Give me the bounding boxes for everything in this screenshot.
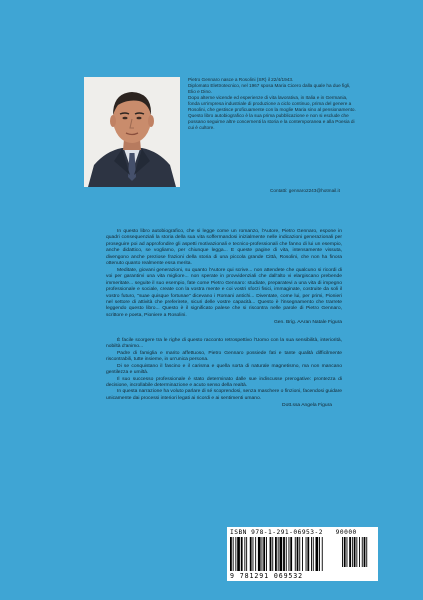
barcode-bar	[319, 537, 320, 571]
blurb-signature: Gen. Brig. AAran Natale Figura	[273, 320, 342, 326]
barcode-bar	[316, 537, 319, 571]
barcode-bar	[272, 537, 273, 571]
barcode-bar	[246, 537, 247, 571]
barcode-addon-bar	[349, 537, 351, 567]
author-photo	[84, 77, 180, 187]
barcode-bar	[235, 537, 236, 571]
barcode-bar	[295, 537, 296, 571]
blurb-paragraph: È facile scorgere tra le righe di questo racconto retrospettivo l'Uomo con la sua sensibilità, interiorità, nobiltà d'animo...	[106, 337, 342, 350]
barcode-addon-bar	[352, 537, 353, 567]
blurb-paragraph: In questo libro autobiografico, che si legge come un romanzo, l'Autore, Pietro Gennaro, espone in quadri consequenziali la storia della sua vita soffermandosi inizialmente nelle indicazioni generazionali per proseguire poi ad approfondire gli aspetti motivazionali e tecnico-professionali che fanno di lui un esempio, anche didattico, se vogliamo, per chiunque legga... E queste pagine di vita, intensamente vissuta, divengono anche preziose frazioni della storia di una piccola grande Città, Rosolini, che non ha finora ottenuto quanto realmente essa merita.	[106, 229, 342, 267]
barcode-addon-bar	[342, 537, 343, 567]
price-code: 90000	[335, 529, 357, 536]
bio-paragraph: Dopo alterne vicende ed esperienze di vita lavorativa, in Italia e in Germania, fonda un'impresa industriale di produzione a ciclo continuo, prima del genere a Rosolini, che gestisce proficuamente con la moglie Maria sino al pensionamento.	[188, 95, 356, 113]
barcode-digits: 9 781291 069532	[230, 572, 304, 580]
barcode-bar	[286, 537, 287, 571]
barcode-bar	[289, 537, 290, 571]
barcode-bar	[233, 537, 234, 571]
barcode-bar	[258, 537, 261, 571]
blurb-text	[106, 229, 342, 410]
barcode-bar	[241, 537, 243, 571]
barcode-bar	[307, 537, 309, 571]
barcode-bar	[322, 537, 323, 571]
barcode-bar	[306, 537, 307, 571]
author-contact: Contatti: gennaro2243@hotmail.it	[270, 188, 340, 193]
barcode-bar	[266, 537, 267, 571]
barcode-addon-bar	[344, 537, 346, 567]
author-bio	[188, 77, 356, 131]
barcode-bar	[230, 537, 232, 571]
barcode-bar	[299, 537, 300, 571]
barcode-bar	[280, 537, 283, 571]
barcode-bar	[290, 537, 292, 571]
barcode-bar	[311, 537, 312, 571]
barcode-addon-bar	[354, 537, 356, 567]
barcode-bar	[237, 537, 240, 571]
blurb-paragraph: Il suo successo professionale è stato determinato dalle sue indiscusse prerogative: prontezza di decisione, incrollabile determinazione e acuto senso della realtà.	[106, 376, 342, 388]
barcode-bar	[253, 537, 254, 571]
barcode-addon-bar	[362, 537, 363, 567]
barcode-bar	[302, 537, 303, 571]
barcode-bar	[313, 537, 314, 571]
barcode-bar	[255, 537, 256, 571]
blurb-paragraph: Padre di famiglia e marito affettuoso, Pietro Gennaro possiede fati e tante qualità difficilmente riscontrabili, tutte insieme, in un'unica persona.	[106, 350, 342, 363]
blurb-paragraph: Di se conquistano il fascino e il carisma e quella sorta di naturale magnetismo, ma non mancano gentilezza e umiltà.	[106, 363, 342, 376]
barcode-bar	[262, 537, 263, 571]
bio-paragraph: Pietro Gennaro nasce a Rosolini (SR) il 22/4/1943.	[188, 77, 294, 82]
barcode-bar	[283, 537, 285, 571]
isbn-number: ISBN 978-1-291-06953-2	[230, 529, 323, 536]
blurb-paragraph: In questa narrazione ha voluto parlare di sé scoprendosi, senza maschere o finzioni, facendosi guidare unicamente dai processi interiori legati ai ricordi e ai sentimenti umano.	[106, 389, 342, 401]
barcode-bar	[278, 537, 279, 571]
barcode-bar	[270, 537, 272, 571]
barcode-addon-bar	[366, 537, 367, 567]
blurb-paragraph: Meditate, giovani generazioni, su quanto l'Autore qui scrive... non attendete che qualcuno si ricordi di voi per garantirvi una vita migliore... non sperate in provvidenziali che dall'alto vi elargiscano prebende immeritate... seguite il suo esempio, fate come Pietro Gennaro: studiate, preparatevi a una vita di impegno professionale e sociale, create con la vostra mente e coi vostri sforzi fisici, immaginate, costruite da soli il vostro futuro, "suae quisque fortunae" dicevano i Romani antichi... Diventate, come lui, per primi, Pionieri nel settore di attività che preferirete, sicuri delle vostre capacità... Questo è l'insegnamento che trarrete leggendo questo libro... Questo è il significato palese che si riscontra nelle parole di Pietro Gennaro, scrittore e poeta, Pioniere a Rosolini.	[106, 267, 342, 318]
bio-paragraph: Questo libro autobiografico è la sua prima pubblicazione e non si esclude che possano seguirne altre concernenti la storia e la contemporanea e alla Poesia di cui è cultore.	[188, 113, 355, 131]
barcode-addon-bar	[347, 537, 348, 567]
barcode-addon-bar	[364, 537, 366, 567]
barcode-addon-bar	[359, 537, 360, 567]
barcode-bars	[230, 537, 376, 571]
barcode-bar	[275, 537, 277, 571]
isbn-barcode	[227, 527, 378, 581]
barcode-bar	[250, 537, 252, 571]
barcode-bar	[263, 537, 265, 571]
author-portrait-image	[84, 77, 180, 187]
barcode-addon-bar	[356, 537, 357, 567]
barcode-bar	[297, 537, 299, 571]
barcode-bar	[244, 537, 245, 571]
blurb-signature: Dott.ssa Angela Figura	[282, 403, 332, 409]
bio-paragraph: Diplomato Elettrotecnico, nel 1967 sposa Maria Cicero dalla quale ha due figli, Elio e Dino.	[188, 83, 351, 95]
isbn-label	[230, 529, 376, 536]
